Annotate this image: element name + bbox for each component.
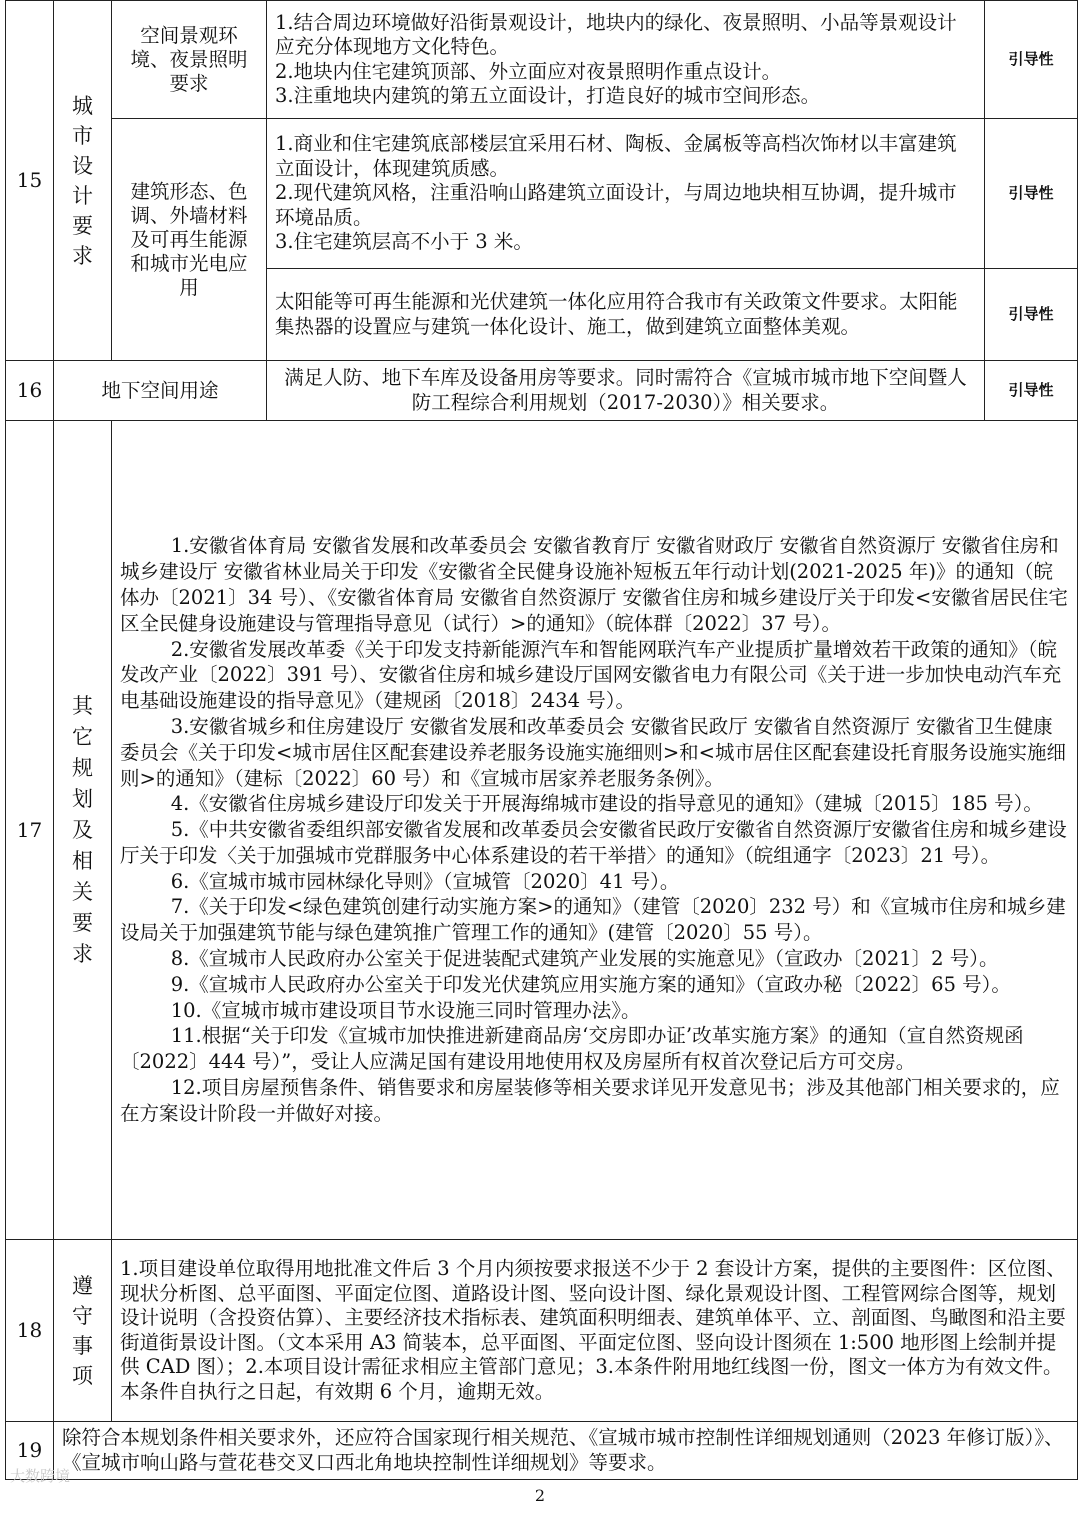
category-underground-space: 地下空间用途 bbox=[54, 361, 267, 421]
list-item: 12.项目房屋预售条件、销售要求和房屋装修等相关要求详见开发意见书；涉及其他部门相关要求的，应在方案设计阶段一并做好对接。 bbox=[120, 1076, 1060, 1125]
list-item: 1.安徽省体育局 安徽省发展和改革委员会 安徽省教育厅 安徽省财政厅 安徽省自然资源厅 安徽省住房和城乡建设厅 安徽省林业局关于印发《安徽省全民健身设施补短板五年行动计划(2021-2025 年)》的通知（皖体办〔2021〕34 号）、《安徽省体育局 安徽省自然资源厅 安徽省住房和城乡建设厅关于印发<安徽省居民住宅区全民健身设施建设与管理指导意见（试行）>的通知》（皖体群〔2022〕37 号）。 bbox=[120, 534, 1068, 635]
subcategory-landscape-lighting: 空间景观环境、夜景照明要求 bbox=[112, 1, 267, 119]
row-15-landscape bbox=[6, 1, 1078, 119]
row-number-15: 15 bbox=[6, 1, 54, 361]
row-16-underground bbox=[6, 361, 1078, 421]
requirement-general: 除符合本规划条件相关要求外，还应符合国家现行相关规范、《宣城市城市控制性详细规划通则（2023 年修订版）》、《宣城市响山路与萱花巷交叉口西北角地块控制性详细规划》等要求。 bbox=[54, 1422, 1078, 1480]
page-number: 2 bbox=[534, 1486, 546, 1505]
subcategory-architecture: 建筑形态、色调、外墙材料及可再生能源和城市光电应用 bbox=[112, 119, 267, 361]
nature-tag: 引导性 bbox=[985, 119, 1078, 269]
row-15-architecture bbox=[6, 119, 1078, 269]
category-compliance: 遵 守 事 项 bbox=[54, 1240, 112, 1422]
list-item: 9.《宣城市人民政府办公室关于印发光伏建筑应用实施方案的通知》（宣政办秘〔2022〕65 号）。 bbox=[170, 972, 1011, 996]
requirement-solar: 太阳能等可再生能源和光伏建筑一体化应用符合我市有关政策文件要求。太阳能集热器的设置应与建筑一体化设计、施工，做到建筑立面整体美观。 bbox=[267, 269, 985, 361]
list-item: 6.《宣城市城市园林绿化导则》（宣城管〔2020〕41 号）。 bbox=[170, 869, 680, 893]
category-urban-design: 城 市 设 计 要 求 bbox=[54, 1, 112, 361]
list-item: 10.《宣城市城市建设项目节水设施三同时管理办法》。 bbox=[170, 998, 641, 1022]
list-item: 2.安徽省发展改革委《关于印发支持新能源汽车和智能网联汽车产业提质扩量增效若干政策的通知》（皖发改产业〔2022〕391 号）、安徽省住房和城乡建设厅国网安徽省电力有限公司《关于进一步加快电动汽车充电基础设施建设的指导意见》（建规函〔2018〕2434 号）。 bbox=[120, 637, 1062, 713]
requirement-landscape: 1.结合周边环境做好沿街景观设计，地块内的绿化、夜景照明、小品等景观设计应充分体现地方文化特色。 2.地块内住宅建筑顶部、外立面应对夜景照明作重点设计。 3.注重地块内建筑的第五立面设计，打造良好的城市空间形态。 bbox=[267, 1, 985, 119]
requirement-underground: 满足人防、地下车库及设备用房等要求。同时需符合《宣城市城市地下空间暨人防工程综合利用规划（2017-2030）》相关要求。 bbox=[267, 361, 985, 421]
category-other-planning: 其 它 规 划 及 相 关 要 求 bbox=[54, 421, 112, 1240]
row-number-19: 19 bbox=[6, 1422, 54, 1480]
list-item: 8.《宣城市人民政府办公室关于促进装配式建筑产业发展的实施意见》（宣政办〔2021〕2 号）。 bbox=[170, 947, 999, 971]
planning-conditions-table bbox=[5, 0, 1078, 1480]
list-item: 5.《中共安徽省委组织部安徽省发展和改革委员会安徽省民政厅安徽省自然资源厅安徽省住房和城乡建设厅关于印发〈关于加强城市党群服务中心体系建设的若干举措〉的通知》（皖组通字〔2023〕21 号）。 bbox=[120, 818, 1067, 867]
nature-tag: 引导性 bbox=[985, 269, 1078, 361]
row-number-16: 16 bbox=[6, 361, 54, 421]
row-number-18: 18 bbox=[6, 1240, 54, 1422]
requirement-list-17 bbox=[112, 421, 1078, 1240]
list-item: 3.安徽省城乡和住房建设厅 安徽省发展和改革委员会 安徽省民政厅 安徽省自然资源厅 安徽省卫生健康委员会《关于印发<城市居住区配套建设养老服务设施实施细则>和<城市居住区配套建设托育服务设施实施细则>的通知》（建标〔2022〕60 号）和《宣城市居家养老服务条例》。 bbox=[120, 714, 1067, 790]
nature-tag: 引导性 bbox=[985, 361, 1078, 421]
list-item: 7.《关于印发<绿色建筑创建行动实施方案>的通知》（建管〔2020〕232 号）和《宣城市住房和城乡建设局关于加强建筑节能与绿色建筑推广管理工作的通知》(建管〔2020〕55 号）。 bbox=[120, 895, 1066, 945]
row-19-general bbox=[6, 1422, 1078, 1480]
requirement-architecture: 1.商业和住宅建筑底部楼层宜采用石材、陶板、金属板等高档次饰材以丰富建筑立面设计，体现建筑质感。 2.现代建筑风格，注重沿响山路建筑立面设计，与周边地块相互协调，提升城市环境品质。 3.住宅建筑层高不小于 3 米。 bbox=[267, 119, 985, 269]
requirement-compliance: 1.项目建设单位取得用地批准文件后 3 个月内须按要求报送不少于 2 套设计方案，提供的主要图件：区位图、现状分析图、总平面图、平面定位图、道路设计图、竖向设计图、绿化景观设计图、工程管网综合图等，规划设计说明（含投资估算）、主要经济技术指标表、建筑面积明细表、建筑单体平、立、剖面图、鸟瞰图和沿主要街道街景设计图。（文本采用 A3 简装本，总平面图、平面定位图、竖向设计图须在 1:500 地形图上绘制并提供 CAD 图）；2.本项目设计需征求相应主管部门意见；3.本条件附用地红线图一份，图文一体方为有效文件。本条件自执行之日起，有效期 6 个月，逾期无效。 bbox=[112, 1240, 1078, 1422]
list-item: 11.根据“关于印发《宣城市加快推进新建商品房‘交房即办证’改革实施方案》的通知（宣自然资规函〔2022〕444 号）”，受让人应满足国有建设用地使用权及房屋所有权首次登记后方可交房。 bbox=[120, 1024, 1024, 1074]
row-18-compliance bbox=[6, 1240, 1078, 1422]
watermark: 大数跨境 bbox=[10, 1467, 71, 1485]
list-item: 4.《安徽省住房城乡建设厅印发关于开展海绵城市建设的指导意见的通知》（建城〔2015〕185 号）。 bbox=[170, 792, 1043, 816]
nature-tag: 引导性 bbox=[985, 1, 1078, 119]
row-number-17: 17 bbox=[6, 421, 54, 1240]
row-17-other-requirements bbox=[6, 421, 1078, 1240]
